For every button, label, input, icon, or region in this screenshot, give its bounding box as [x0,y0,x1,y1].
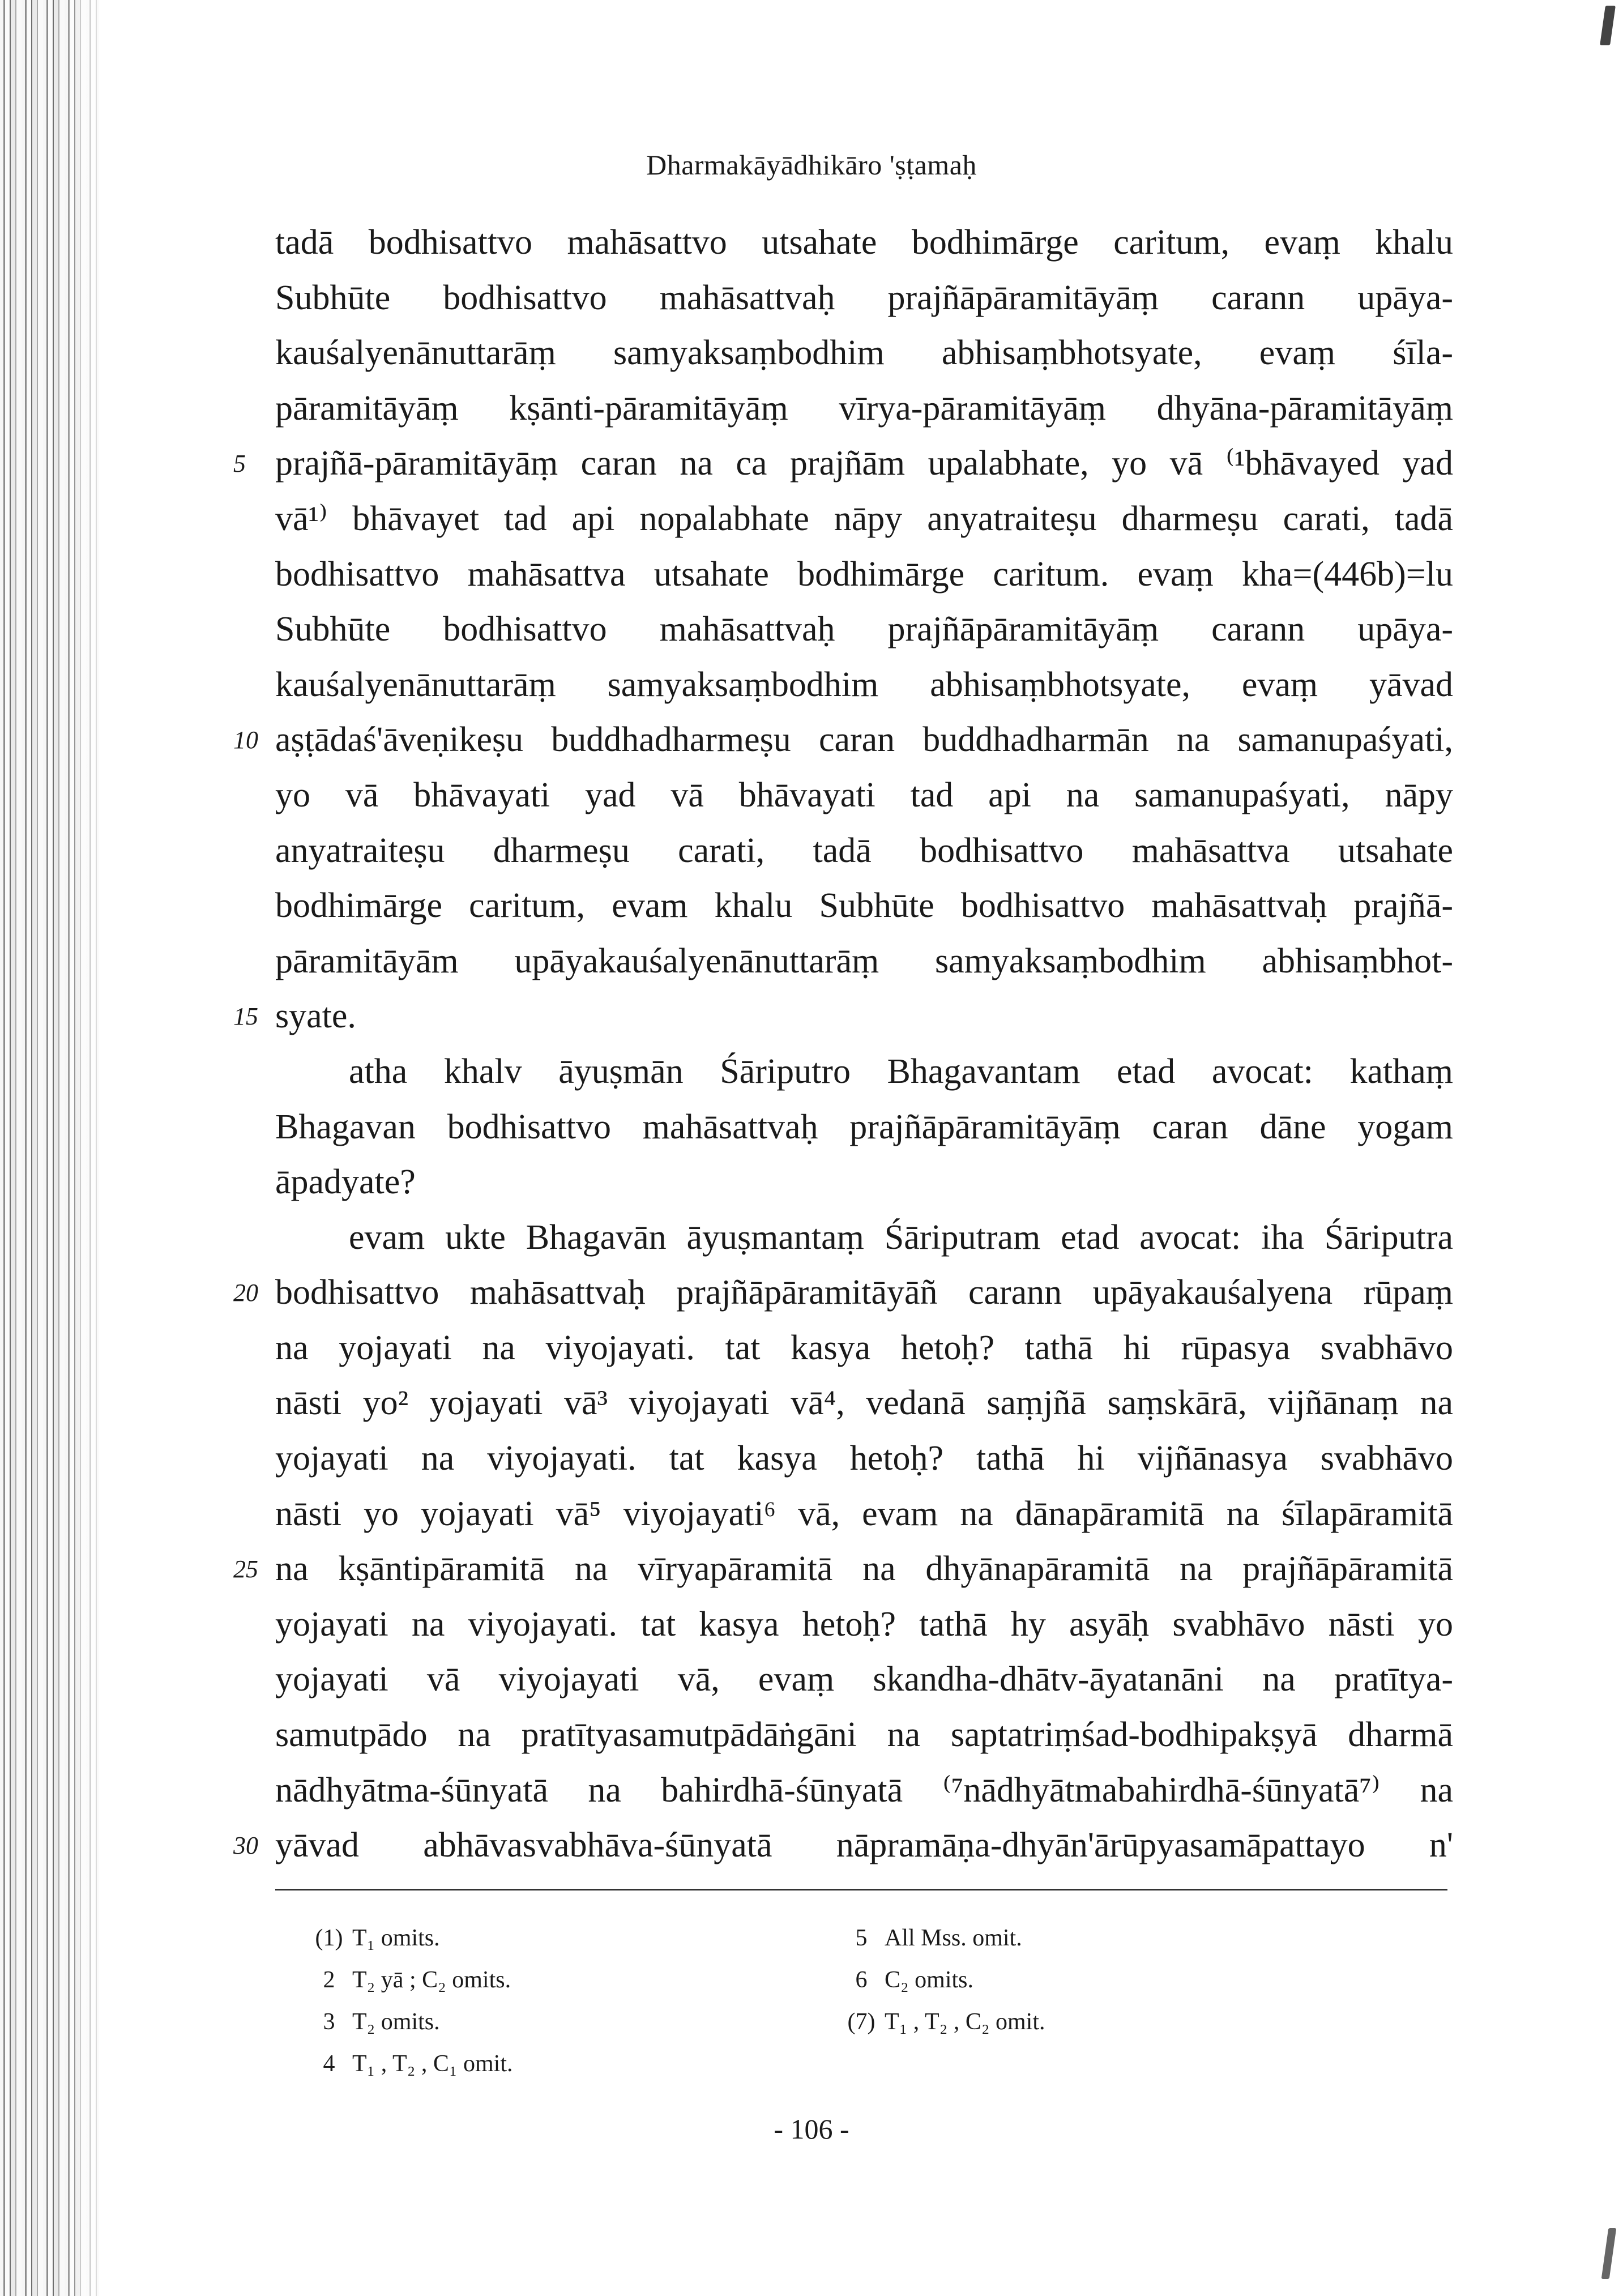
footnote-rule [275,1889,1447,1890]
line-text: Bhagavan bodhisattvo mahāsattvaḥ prajñāpāramitāyāṃ caran dāne yogam [275,1107,1453,1146]
text-line [275,1597,1453,1653]
line-text: āpadyate? [275,1163,416,1202]
line-text: vā¹⁾ bhāvayet tad api nopalabhate nāpy anyatraiteṣu dharmeṣu carati, tadā [275,499,1453,538]
line-text: bodhimārge caritum, evam khalu Subhūte bodhisattvo mahāsattvaḥ prajñā- [275,886,1453,925]
scan-corner-mark [1600,6,1616,45]
line-number: 20 [233,1279,258,1307]
footnote-text: C₂ omits. [885,1967,974,1993]
line-text: Subhūte bodhisattvo mahāsattvaḥ prajñāpāramitāyāṃ carann upāya- [275,610,1453,649]
footnote-number: 6 [855,1967,868,1993]
text-line [275,1708,1453,1763]
text-line [275,658,1453,713]
text-line [275,1763,1453,1819]
footnote-text: T₂ yā ; C₂ omits. [352,1967,511,1993]
text-line [233,989,1453,1044]
footnote-text: T₁ , T₂ , C₁ omit. [352,2051,513,2077]
line-text: samutpādo na pratītyasamutpādāṅgāni na saptatriṃśad-bodhipakṣyā dharmā [275,1715,1453,1755]
footnote-number: (7) [847,2009,875,2035]
line-text: tadā bodhisattvo mahāsattvo utsahate bodhimārge caritum, evaṃ khalu [275,223,1453,262]
text-line [275,823,1453,879]
line-number: 15 [233,1002,258,1031]
footnote-number: 5 [855,1925,868,1951]
text-line [275,768,1453,823]
line-text: anyatraiteṣu dharmeṣu carati, tadā bodhisattvo mahāsattva utsahate [275,831,1453,870]
line-text: yo vā bhāvayati yad vā bhāvayati tad api na samanupaśyati, nāpy [275,775,1453,814]
footnote-text: T₁ , T₂ , C₂ omit. [885,2009,1045,2035]
line-text: pāramitāyāṃ kṣānti-pāramitāyāṃ vīrya-pāramitāyāṃ dhyāna-pāramitāyāṃ [275,389,1453,428]
text-line [275,215,1453,271]
text-line [275,271,1453,326]
footnote [306,1959,511,2001]
line-text: Subhūte bodhisattvo mahāsattvaḥ prajñāpāramitāyāṃ carann upāya- [275,278,1453,317]
line-number: 5 [233,450,246,478]
line-text: atha khalv āyuṣmān Śāriputro Bhagavantam etad avocat: kathaṃ [349,1052,1453,1091]
text-line [275,1652,1453,1708]
scan-corner-mark-bottom [1601,2228,1617,2279]
text-line [275,878,1453,934]
text-line [275,1321,1453,1376]
text-line [275,1431,1453,1487]
line-text: yojayati vā viyojayati vā, evaṃ skandha-dhātv-āyatanāni na pratītya- [275,1660,1453,1699]
line-text: aṣṭādaś'āveṇikeṣu buddhadharmeṣu caran buddhadharmān na samanupaśyati, [275,720,1453,759]
line-text: yojayati na viyojayati. tat kasya hetoḥ? tathā hy asyāḥ svabhāvo nāsti yo [275,1604,1453,1644]
line-number: 30 [233,1832,258,1860]
footnote-number: (1) [315,1925,343,1951]
text-line [233,1542,1453,1597]
text-line [275,326,1453,381]
text-line [275,547,1453,603]
footnote [306,2001,440,2043]
line-text: bodhisattvo mahāsattva utsahate bodhimārge caritum. evaṃ kha=(446b)=lu [275,554,1453,594]
text-line [275,1376,1453,1431]
text-line [233,712,1453,768]
footnote [306,2043,513,2085]
page-number: - 106 - [774,2113,849,2145]
line-text: pāramitāyām upāyakauśalyenānuttarāṃ samyaksaṃbodhim abhisaṃbhot- [275,941,1453,980]
line-number: 25 [233,1555,258,1584]
footnote-number: 2 [323,1967,335,1993]
text-line [275,1155,1453,1210]
line-text: na yojayati na viyojayati. tat kasya hetoḥ? tathā hi rūpasya svabhāvo [275,1328,1453,1367]
footnote [306,1917,440,1959]
footnote-text: T₂ omits. [352,2009,440,2035]
text-line [275,1210,1453,1266]
text-line [275,1487,1453,1542]
line-text: kauśalyenānuttarāṃ samyaksaṃbodhim abhisaṃbhotsyate, evaṃ yāvad [275,665,1453,704]
line-text: bodhisattvo mahāsattvaḥ prajñāpāramitāyāñ carann upāyakauśalyena rūpaṃ [275,1273,1453,1312]
text-line [275,1044,1453,1100]
scan-gutter-fade [62,0,108,2296]
text-line [233,436,1453,492]
line-text: yojayati na viyojayati. tat kasya hetoḥ? tathā hi vijñānasya svabhāvo [275,1439,1453,1478]
footnote [838,1917,1022,1959]
footnote [838,2001,1045,2043]
line-text: nāsti yo yojayati vā⁵ viyojayati⁶ vā, evam na dānapāramitā na śīlapāramitā [275,1494,1453,1533]
text-line [275,934,1453,989]
text-line [275,381,1453,437]
text-line [275,1100,1453,1155]
footnote-text: All Mss. omit. [885,1925,1022,1951]
line-text: evam ukte Bhagavān āyuṣmantaṃ Śāriputram etad avocat: iha Śāriputra [349,1218,1453,1257]
text-line [233,1818,1453,1873]
footnote [838,1959,973,2001]
body-text [233,215,1453,1873]
text-line [233,1265,1453,1321]
line-text: prajñā-pāramitāyāṃ caran na ca prajñām upalabhate, yo vā ⁽¹bhāvayed yad [275,444,1453,483]
footnote-number: 4 [323,2051,335,2077]
line-text: na kṣāntipāramitā na vīryapāramitā na dhyānapāramitā na prajñāpāramitā [275,1550,1453,1589]
line-text: nāsti yo² yojayati vā³ viyojayati vā⁴, vedanā saṃjñā saṃskārā, vijñānaṃ na [275,1384,1453,1423]
line-text: syate. [275,997,356,1036]
footnote-text: T₁ omits. [352,1925,440,1951]
line-number: 10 [233,726,258,754]
text-line [275,602,1453,658]
running-head: Dharmakāyādhikāro 'ṣṭamaḥ [646,149,977,181]
line-text: kauśalyenānuttarāṃ samyaksaṃbodhim abhisaṃbhotsyate, evaṃ śīla- [275,334,1453,373]
footnote-number: 3 [323,2009,335,2035]
text-line [275,492,1453,547]
line-text: nādhyātma-śūnyatā na bahirdhā-śūnyatā ⁽⁷nādhyātmabahirdhā-śūnyatā⁷⁾ na [275,1770,1453,1810]
line-text: yāvad abhāvasvabhāva-śūnyatā nāpramāṇa-dhyān'ārūpyasamāpattayo n' [275,1826,1453,1865]
